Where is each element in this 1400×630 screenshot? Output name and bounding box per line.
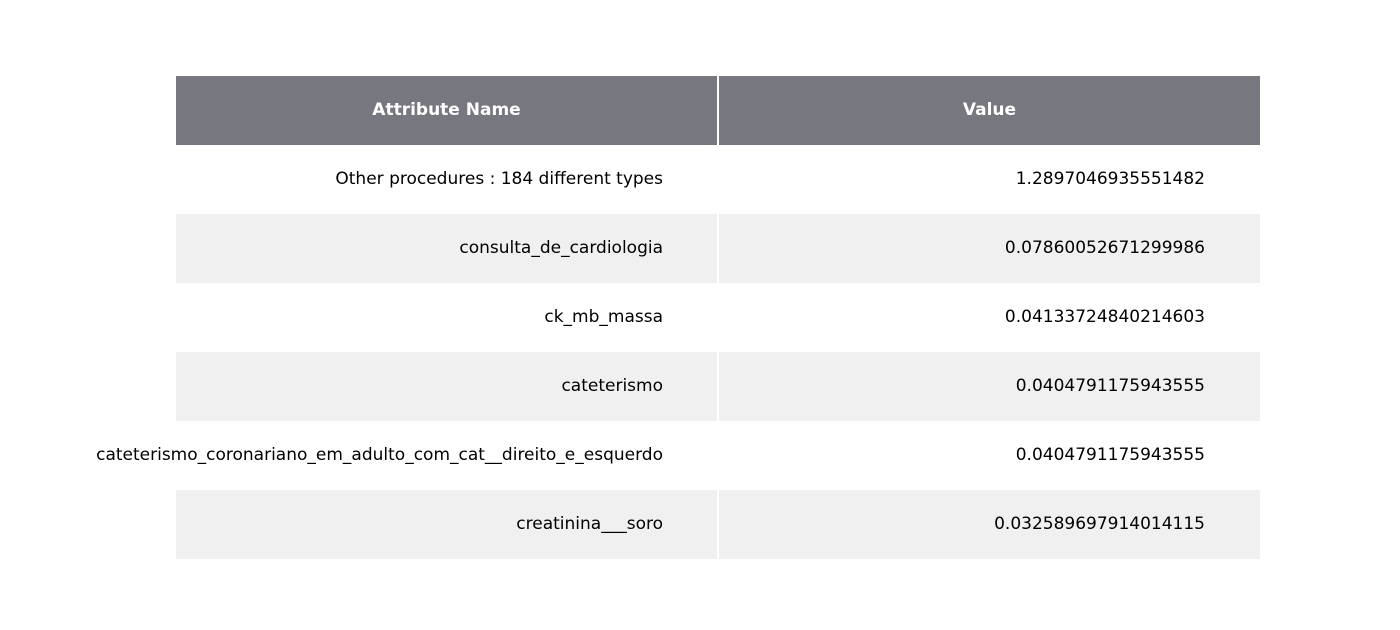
table-row bbox=[176, 145, 1260, 214]
value-cell: 0.04133724840214603 bbox=[1004, 307, 1205, 327]
attribute-name-cell: cateterismo_coronariano_em_adulto_com_cat__direito_e_esquerdo bbox=[96, 445, 663, 465]
table-row bbox=[176, 352, 1260, 421]
value-cell: 1.2897046935551482 bbox=[1015, 169, 1205, 189]
column-divider bbox=[717, 352, 719, 421]
attribute-name-cell: ck_mb_massa bbox=[544, 307, 663, 327]
value-cell: 0.032589697914014115 bbox=[994, 514, 1205, 534]
column-header-value: Value bbox=[962, 100, 1017, 120]
attribute-name-cell: cateterismo bbox=[561, 376, 663, 396]
table-header bbox=[176, 76, 1260, 145]
table-row bbox=[176, 490, 1260, 559]
table-row bbox=[96, 421, 1260, 490]
column-divider bbox=[717, 214, 719, 283]
table-row bbox=[176, 214, 1260, 283]
attribute-name-cell: creatinina___soro bbox=[516, 514, 663, 534]
column-header-attribute-name: Attribute Name bbox=[372, 100, 521, 120]
attribute-name-cell: Other procedures : 184 different types bbox=[335, 169, 663, 189]
value-cell: 0.0404791175943555 bbox=[1015, 376, 1205, 396]
table-row bbox=[176, 283, 1260, 352]
attribute-name-cell: consulta_de_cardiologia bbox=[459, 238, 663, 258]
value-cell: 0.07860052671299986 bbox=[1004, 238, 1205, 258]
column-divider bbox=[717, 490, 719, 559]
value-cell: 0.0404791175943555 bbox=[1015, 445, 1205, 465]
attribute-table bbox=[96, 76, 1260, 559]
